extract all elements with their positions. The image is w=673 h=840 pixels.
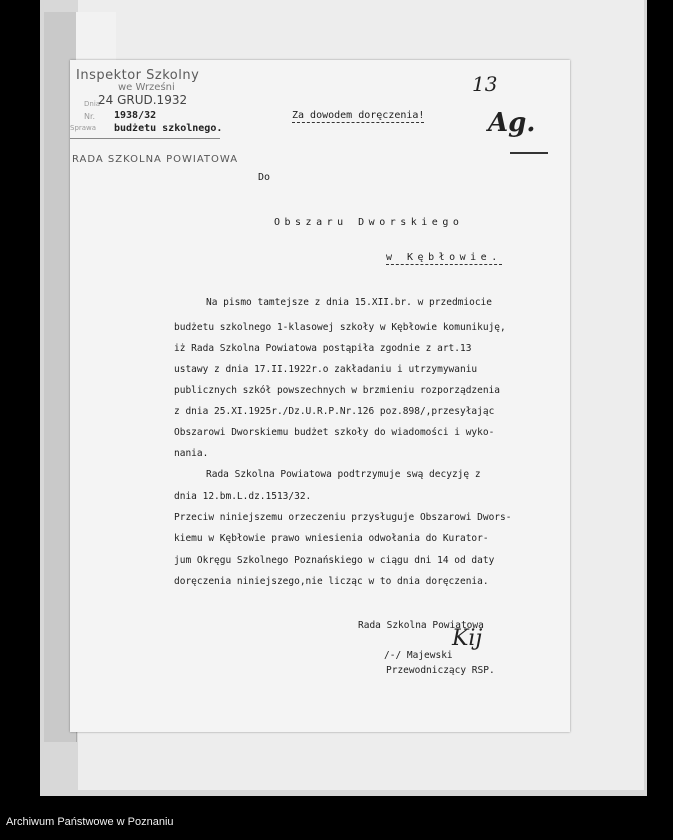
body-line: nania. (174, 448, 209, 459)
handwritten-initials: Kij (452, 626, 483, 651)
body-line: doręczenia niniejszego,nie licząc w to dnia doręczenia. (174, 576, 489, 587)
stamp-divider (70, 138, 220, 139)
body-line: jum Okręgu Szkolnego Poznańskiego w ciągu dni 14 od daty (174, 555, 495, 566)
delivery-note: Za dowodem doręczenia! (292, 110, 425, 121)
signature-name: /-/ Majewski (384, 650, 453, 661)
body-line: iż Rada Szkolna Powiatowa postąpiła zgodnie z art.13 (174, 343, 472, 354)
handwritten-mark: Ag. (488, 108, 536, 138)
archive-number-annotation: 13 (472, 72, 498, 96)
body-line: z dnia 25.XI.1925r./Dz.U.R.P.Nr.126 poz.898/,przesyłając (174, 406, 495, 417)
stamp-subject: budżetu szkolnego. (114, 123, 223, 134)
binding-tab (76, 12, 116, 62)
body-line: Przeciw niniejszemu orzeczeniu przysługuje Obszarowi Dwors- (174, 512, 512, 523)
stamp-location: we Wrześni (118, 82, 175, 93)
body-line: Rada Szkolna Powiatowa podtrzymuje swą decyzję z (206, 469, 481, 480)
recipient-name: Obszaru Dworskiego (274, 217, 464, 228)
body-line: ustawy z dnia 17.II.1922r.o zakładaniu i utrzymywaniu (174, 364, 478, 375)
body-line: kiemu w Kębłowie prawo wniesienia odwołania do Kurator- (174, 533, 489, 544)
stamp-rada: RADA SZKOLNA POWIATOWA (72, 154, 239, 165)
letter-page (70, 60, 570, 732)
stamp-date: 24 GRUD.1932 (98, 93, 188, 107)
handwritten-underline (510, 152, 548, 154)
signature-title: Przewodniczący RSP. (386, 665, 495, 676)
archive-credit: Archiwum Państwowe w Poznaniu (6, 816, 174, 828)
addressee-label: Do (258, 172, 271, 183)
stamp-number-label: Nr. (84, 112, 96, 121)
body-line: Obszarowi Dworskiemu budżet szkoły do wiadomości i wyko- (174, 427, 495, 438)
body-line: publicznych szkół powszechnych w brzmieniu rozporządzenia (174, 385, 501, 396)
body-line: budżetu szkolnego 1-klasowej szkoły w Kębłowie komunikuję, (174, 322, 506, 333)
stamp-subject-label: Sprawa (70, 124, 97, 132)
recipient-location: w Kębłowie. (386, 252, 502, 263)
body-line: Na pismo tamtejsze z dnia 15.XII.br. w przedmiocie (206, 297, 492, 308)
stamp-number: 1938/32 (114, 110, 157, 121)
stamp-date-label: Dnia (84, 100, 101, 108)
signature-organization: Rada Szkolna Powiatowa (358, 620, 484, 631)
stamp-title: Inspektor Szkolny (76, 68, 200, 83)
body-line: dnia 12.bm.L.dz.1513/32. (174, 491, 312, 502)
